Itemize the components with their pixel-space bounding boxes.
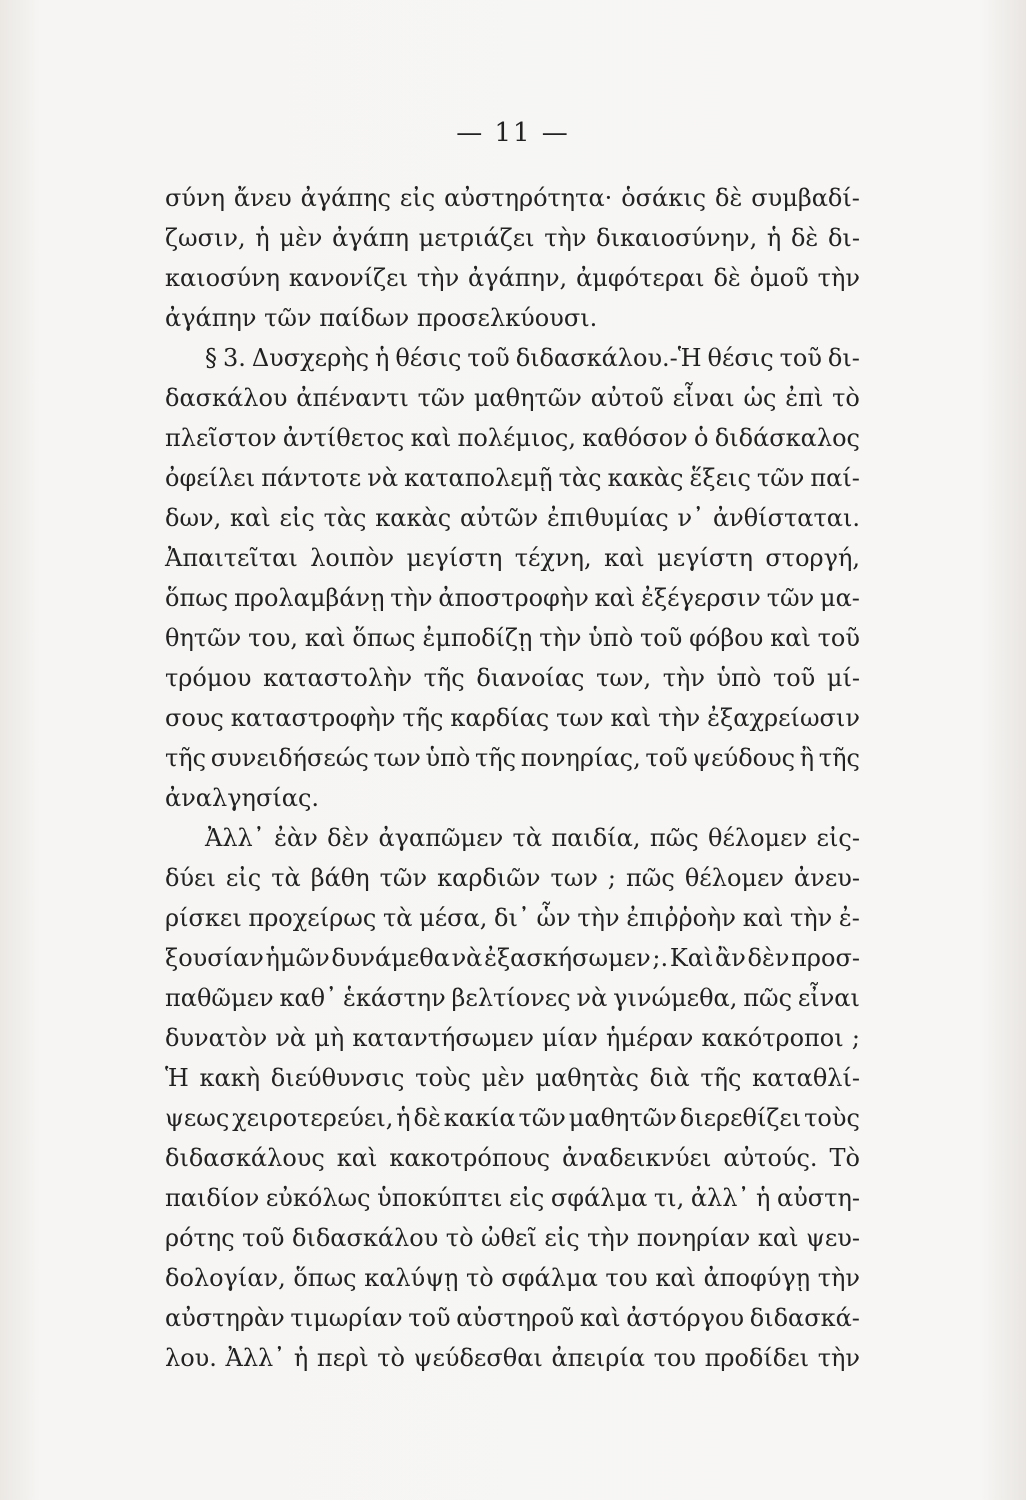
text-line: ψεως χειροτερεύει, ἡ δὲ κακία τῶν μαθητῶν διερεθίζει τοὺς [165,1104,860,1132]
text-line: δύει εἰς τὰ βάθη τῶν καρδιῶν των ; πῶς θέλομεν ἀνευ- [165,864,860,892]
text-line: λου. Ἀλλ᾽ ἡ περὶ τὸ ψεύδεσθαι ἀπειρία του προδίδει τὴν [165,1344,860,1372]
text-line: θητῶν του, καὶ ὅπως ἐμποδίζῃ τὴν ὑπὸ τοῦ φόβου καὶ τοῦ [165,624,860,652]
page-number: — 11 — [456,118,570,148]
body-text [165,178,860,1378]
text-line: τρόμου καταστολὴν τῆς διανοίας των, τὴν ὑπὸ τοῦ μί- [165,664,860,692]
text-line: Ἀπαιτεῖται λοιπὸν μεγίστη τέχνη, καὶ μεγίστη στοργή, [165,544,860,572]
text-line: πλεῖστον ἀντίθετος καὶ πολέμιος, καθόσον ὁ διδάσκαλος [165,424,860,452]
section-heading-line: § 3. Δυσχερὴς ἡ θέσις τοῦ διδασκάλου.-Ἡ θέσις τοῦ δι- [205,344,860,372]
text-line: ἀναλγησίας. [165,784,320,812]
text-line: ζωσιν, ἡ μὲν ἀγάπη μετριάζει τὴν δικαιοσύνην, ἡ δὲ δι- [165,224,860,252]
text-line: σους καταστροφὴν τῆς καρδίας των καὶ τὴν ἐξαχρείωσιν [165,704,860,732]
text-line: δυνατὸν νὰ μὴ καταντήσωμεν μίαν ἡμέραν κακότροποι ; [165,1024,860,1052]
text-line: παθῶμεν καθ᾽ ἑκάστην βελτίονες νὰ γινώμεθα, πῶς εἶναι [165,984,860,1012]
text-line: δων, καὶ εἰς τὰς κακὰς αὐτῶν ἐπιθυμίας ν᾽ ἀνθίσταται. [165,504,860,532]
text-line: ὀφείλει πάντοτε νὰ καταπολεμῇ τὰς κακὰς ἕξεις τῶν παί- [165,464,860,492]
text-line: ὅπως προλαμβάνῃ τὴν ἀποστροφὴν καὶ ἐξέγερσιν τῶν μα- [165,584,860,612]
text-line: ἀγάπην τῶν παίδων προσελκύουσι. [165,304,598,332]
text-line: ρίσκει προχείρως τὰ μέσα, δι᾽ ὧν τὴν ἐπιῤῥοὴν καὶ τὴν ἐ- [165,904,860,932]
text-line: διδασκάλους καὶ κακοτρόπους ἀναδεικνύει αὐτούς. Τὸ [165,1144,860,1172]
paragraph-first-line: Ἀλλ᾽ ἐὰν δὲν ἀγαπῶμεν τὰ παιδία, πῶς θέλομεν εἰς- [205,824,860,852]
text-line: δολογίαν, ὅπως καλύψῃ τὸ σφάλμα του καὶ ἀποφύγῃ τὴν [165,1264,860,1292]
text-line: δασκάλου ἀπέναντι τῶν μαθητῶν αὐτοῦ εἶναι ὡς ἐπὶ τὸ [165,384,860,412]
text-line: σύνη ἄνευ ἀγάπης εἰς αὐστηρότητα· ὁσάκις δὲ συμβαδί- [165,184,860,212]
text-line: τῆς συνειδήσεώς των ὑπὸ τῆς πονηρίας, τοῦ ψεύδους ἢ τῆς [165,744,860,772]
text-line: αὐστηρὰν τιμωρίαν τοῦ αὐστηροῦ καὶ ἀστόργου διδασκά- [165,1304,860,1332]
text-line: καιοσύνη κανονίζει τὴν ἀγάπην, ἀμφότεραι δὲ ὁμοῦ τὴν [165,264,860,292]
text-line: παιδίον εὐκόλως ὑποκύπτει εἰς σφάλμα τι, ἀλλ᾽ ἡ αὐστη- [165,1184,860,1212]
text-line: Ἡ κακὴ διεύθυνσις τοὺς μὲν μαθητὰς διὰ τῆς καταθλί- [165,1064,860,1092]
text-line: ξουσίαν ἡμῶν δυνάμεθα νὰ ἐξασκήσωμεν ;. Καὶ ἂν δὲν προσ- [165,944,860,972]
text-line: ρότης τοῦ διδασκάλου τὸ ὠθεῖ εἰς τὴν πονηρίαν καὶ ψευ- [165,1224,860,1252]
